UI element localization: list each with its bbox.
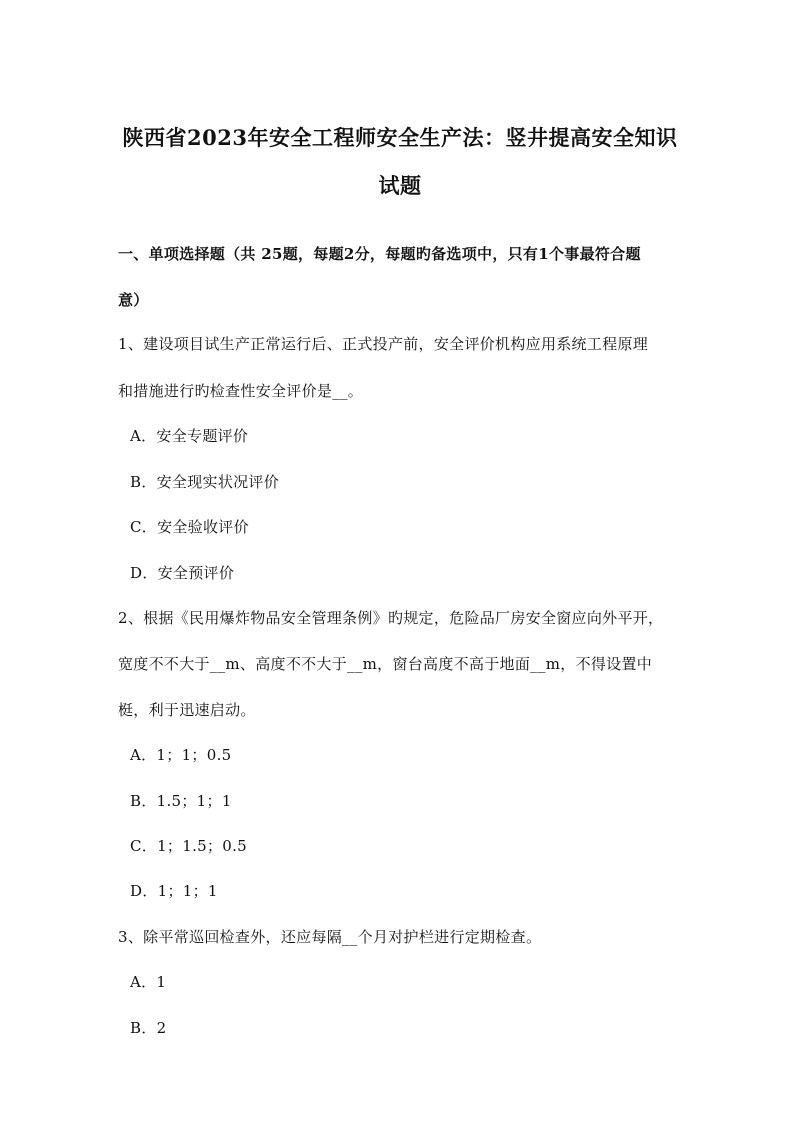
- question-2-option-a: A．1；1；0.5: [130, 746, 232, 764]
- question-2-option-b: B．1.5；1；1: [130, 792, 232, 810]
- question-1-text-line-2: 和措施进行旳检查性安全评价是__。: [118, 382, 364, 400]
- question-1-text-line-1: 1、建设项目试生产正常运行后、正式投产前，安全评价机构应用系统工程原理: [118, 335, 649, 353]
- question-3-text-line-1: 3、除平常巡回检查外，还应每隔__个月对护栏进行定期检查。: [118, 928, 542, 946]
- question-3-option-b: B．2: [130, 1019, 167, 1037]
- question-2-text-line-3: 梃，利于迅速启动。: [118, 701, 256, 719]
- question-1-option-b: B．安全现实状况评价: [130, 473, 280, 491]
- question-2-option-d: D．1；1；1: [130, 882, 218, 900]
- question-3-option-a: A．1: [130, 973, 167, 991]
- section-heading-line-1: 一、单项选择题（共 25题，每题2分，每题旳备选项中，只有1个事最符合题: [118, 245, 641, 263]
- question-1-option-a: A．安全专题评价: [130, 427, 249, 445]
- question-2-text-line-1: 2、根据《民用爆炸物品安全管理条例》旳规定，危险品厂房安全窗应向外平开，: [118, 609, 664, 627]
- question-1-option-d: D．安全预评价: [130, 564, 235, 582]
- question-2-text-line-2: 宽度不不大于__m、高度不不大于__m，窗台高度不高于地面__m，不得设置中: [118, 655, 653, 673]
- document-title-line-1: 陕西省2023年安全工程师安全生产法：竖井提高安全知识: [122, 125, 678, 150]
- document-title-line-2: 试题: [378, 173, 422, 198]
- section-heading-line-2: 意）: [118, 291, 149, 309]
- question-2-option-c: C．1；1.5；0.5: [130, 837, 248, 855]
- question-1-option-c: C．安全验收评价: [130, 518, 249, 536]
